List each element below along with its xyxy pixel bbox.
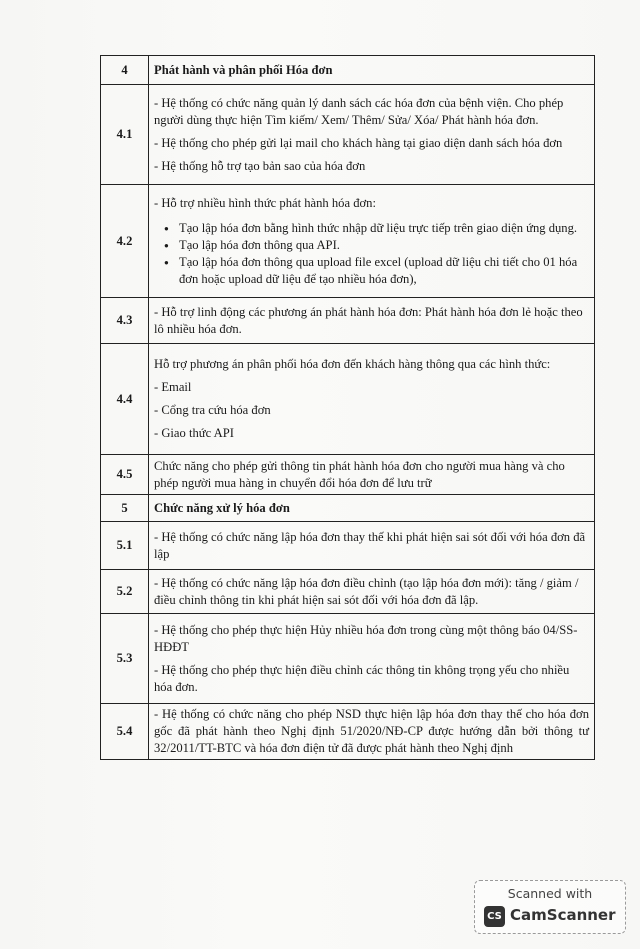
table-row [101,495,595,522]
content-line: Hỗ trợ phương án phân phối hóa đơn đến khách hàng thông qua các hình thức: [154,357,551,371]
camscanner-watermark [474,880,626,934]
requirements-table [100,55,595,760]
content-line: - Hệ thống có chức năng quản lý danh sách các hóa đơn của bệnh viện. Cho phép người dùng thực hiện Tìm kiếm/ Xem/ Thêm/ Sửa/ Xóa/ Phát hành hóa đơn. [154,95,564,127]
row-number: 4.4 [101,344,149,455]
row-content [149,614,595,704]
content-line: - Hệ thống hỗ trợ tạo bản sao của hóa đơn [154,158,366,173]
table-row [101,522,595,570]
table-row [101,185,595,298]
row-number: 5 [101,495,149,522]
content-line: - Email [154,380,192,394]
bullet-list [154,220,589,288]
row-number: 5.4 [101,704,149,760]
table-row [101,704,595,760]
row-number: 4 [101,56,149,85]
content-line: - Hệ thống cho phép thực hiện điều chỉnh các thông tin không trọng yếu cho nhiều hóa đơn. [154,662,570,694]
list-item: ● Tạo lập hóa đơn thông qua API. [154,237,589,254]
content-line: - Giao thức API [154,426,234,440]
row-number: 5.2 [101,570,149,614]
list-item: ● Tạo lập hóa đơn thông qua upload file excel (upload dữ liệu chi tiết cho 01 hóa đơn hoặc upload dữ liệu để tạo nhiều hóa đơn), [154,254,589,288]
row-content: - Hệ thống có chức năng lập hóa đơn thay thế khi phát hiện sai sót đối với hóa đơn đã lập [149,522,595,570]
content-line: - Hệ thống cho phép thực hiện Hủy nhiều hóa đơn trong cùng một thông báo 04/SS-HĐĐT [154,622,578,654]
row-content: - Hệ thống có chức năng lập hóa đơn điều chỉnh (tạo lập hóa đơn mới): tăng / giảm / điều chỉnh thông tin khi phát hiện sai sót đối với hóa đơn đã lập. [149,570,595,614]
row-number: 4.2 [101,185,149,298]
row-number: 4.3 [101,298,149,344]
row-number: 5.3 [101,614,149,704]
table-row [101,344,595,455]
row-content: Chức năng cho phép gửi thông tin phát hành hóa đơn cho người mua hàng và cho phép người mua hàng in chuyển đổi hóa đơn để lưu trữ [149,455,595,495]
row-content [149,344,595,455]
list-item: ● Tạo lập hóa đơn bằng hình thức nhập dữ liệu trực tiếp trên giao diện ứng dụng. [154,220,589,237]
content-line: - Hệ thống cho phép gửi lại mail cho khách hàng tại giao diện danh sách hóa đơn [154,135,563,150]
watermark-caption: Scanned with [507,886,593,901]
row-content [149,85,595,185]
content-line: - Cổng tra cứu hóa đơn [154,403,271,417]
row-number: 4.1 [101,85,149,185]
row-number: 5.1 [101,522,149,570]
row-number: 4.5 [101,455,149,495]
table-row [101,614,595,704]
row-content: - Hỗ trợ linh động các phương án phát hành hóa đơn: Phát hành hóa đơn lẻ hoặc theo lô nhiều hóa đơn. [149,298,595,344]
row-content: - Hệ thống có chức năng cho phép NSD thực hiện lập hóa đơn thay thế cho hóa đơn gốc đã phát hành theo Nghị định 51/2020/NĐ-CP được hướng dẫn bởi thông tư 32/2011/TT-BTC và hóa đơn điện tử đã được phát hành theo Nghị định [149,704,595,760]
table-row [101,298,595,344]
table-row [101,455,595,495]
table-row [101,85,595,185]
camscanner-logo-icon: CS [484,906,505,927]
section-heading: Phát hành và phân phối Hóa đơn [149,56,595,85]
watermark-brand: CamScanner [510,906,616,924]
row-content [149,185,595,298]
table-row [101,56,595,85]
content-line: - Hỗ trợ nhiều hình thức phát hành hóa đơn: [154,195,376,210]
section-heading: Chức năng xử lý hóa đơn [149,495,595,522]
table-row [101,570,595,614]
